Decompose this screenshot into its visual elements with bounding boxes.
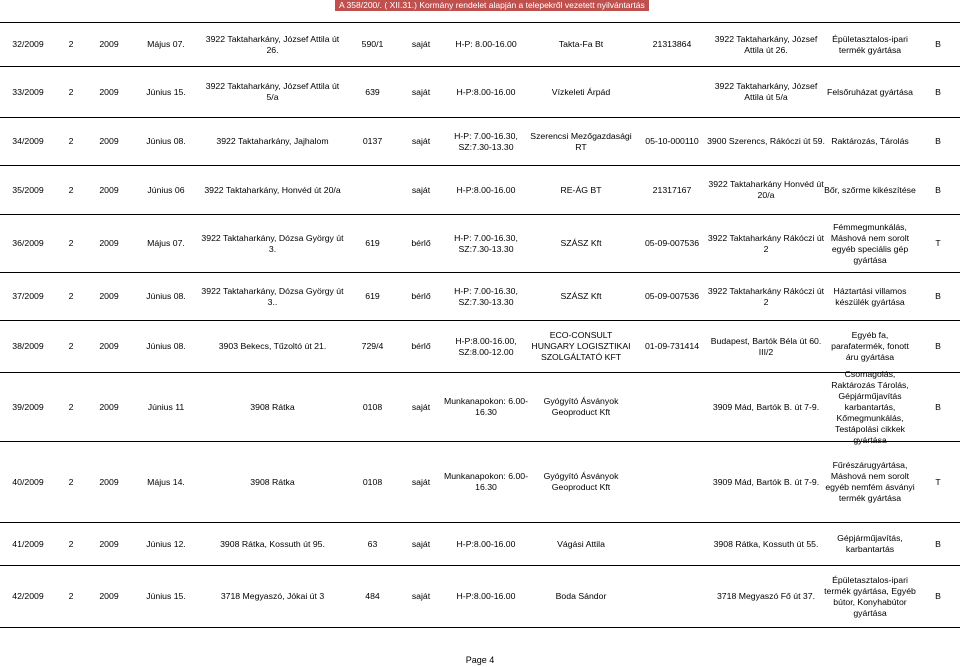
reg-text: 34/2009 (12, 136, 44, 146)
cell-status (916, 373, 960, 441)
cell-hours (442, 442, 530, 522)
cell-status (916, 321, 960, 372)
cell-reg-no (632, 215, 712, 272)
hours-text: H-P: 8.00-16.00 (455, 39, 517, 49)
cell-reg (0, 23, 56, 66)
operator-text: Vízkeleti Árpád (551, 86, 611, 97)
cell-activity (824, 442, 916, 522)
cell-status (916, 118, 960, 165)
reg-no-text: 21313864 (652, 39, 692, 49)
activity-text: Gépjárműjavítás, karbantartás (837, 533, 903, 554)
operator-text: RE-ÁG BT (560, 184, 602, 195)
cell-address (706, 273, 826, 320)
cell-activity (824, 23, 916, 66)
cell-ownership (400, 523, 442, 565)
cell-reg (0, 118, 56, 165)
cell-year (86, 67, 132, 117)
cell-operator (530, 566, 632, 627)
cell-date (132, 442, 200, 522)
ownership-text: saját (411, 184, 431, 195)
cell-activity (824, 566, 916, 627)
reg-text: 39/2009 (12, 401, 44, 412)
cell-reg-no (632, 442, 712, 522)
ownership-text: saját (411, 591, 431, 601)
hours-text: H-P: 7.00-16.30, SZ:7.30-13.30 (454, 285, 518, 307)
year-text: 2009 (99, 39, 119, 49)
hours-text: H-P: 7.00-16.30, SZ:7.30-13.30 (454, 130, 518, 152)
cell-reg-no (632, 523, 712, 565)
cell-hours (442, 373, 530, 441)
cell-parcel (345, 566, 400, 627)
operator-text: Gyógyító Ásványok Geoproduct Kft (543, 471, 619, 492)
cell-c2 (56, 23, 86, 66)
address-text: 3922 Taktaharkány, József Attila út 26. (714, 33, 818, 55)
cell-ownership (400, 273, 442, 320)
cell-date (132, 566, 200, 627)
operator-text: Vágási Attila (557, 538, 605, 549)
cell-address (706, 373, 826, 441)
cell-activity (824, 273, 916, 320)
cell-reg (0, 273, 56, 320)
cell-year (86, 215, 132, 272)
cell-c2 (56, 215, 86, 272)
cell-address (706, 442, 826, 522)
parcel-text: 590/1 (361, 39, 384, 49)
address-text: 3922 Taktaharkány Honvéd út 20/a (708, 179, 824, 200)
year-text: 2009 (99, 538, 119, 549)
parcel-text: 619 (365, 238, 380, 248)
year-text: 2009 (99, 291, 119, 301)
cell-status (916, 442, 960, 522)
activity-text: Épületasztalos-ipari termék gyártása (832, 33, 908, 55)
operator-text: ECO-CONSULT HUNGARY LOGISZTIKAI SZOLGÁLTATÓ KFT (531, 330, 631, 362)
location-text: 3922 Taktaharkány, Honvéd út 20/a (204, 184, 341, 195)
status-text: B (935, 591, 941, 601)
c2-text: 2 (68, 341, 74, 351)
date-text: Június 11 (147, 401, 185, 412)
year-text: 2009 (99, 184, 119, 195)
cell-address (706, 215, 826, 272)
location-text: 3903 Bekecs, Tűzoltó út 21. (218, 341, 327, 351)
cell-reg-no (632, 566, 712, 627)
operator-text: Szerencsi Mezőgazdasági RT (530, 130, 632, 152)
address-text: 3908 Rátka, Kossuth út 55. (713, 538, 819, 549)
cell-reg-no (632, 321, 712, 372)
cell-reg-no (632, 23, 712, 66)
cell-operator (530, 215, 632, 272)
cell-date (132, 23, 200, 66)
cell-address (706, 523, 826, 565)
status-text: B (935, 86, 941, 97)
cell-location (200, 273, 345, 320)
cell-ownership (400, 215, 442, 272)
cell-activity (824, 118, 916, 165)
c2-text: 2 (68, 538, 74, 549)
address-text: 3922 Taktaharkány, József Attila út 5/a (714, 81, 818, 102)
cell-ownership (400, 166, 442, 214)
cell-address (706, 23, 826, 66)
cell-date (132, 215, 200, 272)
parcel-text: 729/4 (361, 341, 384, 351)
status-text: B (935, 291, 941, 301)
activity-text: Raktározás, Tárolás (831, 136, 909, 146)
cell-activity (824, 166, 916, 214)
cell-reg (0, 442, 56, 522)
cell-parcel (345, 523, 400, 565)
cell-c2 (56, 118, 86, 165)
address-text: 3909 Mád, Bartók B. út 7-9. (712, 476, 820, 487)
cell-hours (442, 23, 530, 66)
cell-location (200, 215, 345, 272)
date-text: Június 08. (146, 341, 186, 351)
cell-location (200, 373, 345, 441)
activity-text: Fémmegmunkálás, Máshová nem sorolt egyéb speciális gép gyártása (830, 221, 910, 265)
cell-address (706, 166, 826, 214)
year-text: 2009 (99, 476, 119, 487)
cell-address (706, 321, 826, 372)
activity-text: Egyéb fa, parafatermék, fonott áru gyártása (831, 330, 909, 362)
hours-text: H-P:8.00-16.00, SZ:8.00-12.00 (455, 335, 517, 357)
cell-reg-no (632, 118, 712, 165)
page-number: Page 4 (465, 655, 495, 665)
status-text: B (935, 39, 941, 49)
reg-no-text: 05-10-000110 (645, 136, 699, 146)
reg-text: 37/2009 (12, 291, 44, 301)
cell-location (200, 23, 345, 66)
cell-reg-no (632, 166, 712, 214)
reg-no-text: 05-09-007536 (644, 291, 700, 301)
status-text: B (935, 136, 941, 146)
date-text: Május 14. (147, 476, 185, 487)
cell-reg-no (632, 67, 712, 117)
location-text: 3908 Rátka (250, 476, 295, 487)
cell-reg (0, 523, 56, 565)
cell-year (86, 442, 132, 522)
location-text: 3922 Taktaharkány, Dózsa György út 3. (201, 232, 344, 254)
parcel-text: 0108 (362, 476, 383, 487)
hours-text: H-P:8.00-16.00 (456, 184, 516, 195)
cell-parcel (345, 273, 400, 320)
cell-operator (530, 273, 632, 320)
ownership-text: saját (411, 401, 431, 412)
cell-address (706, 566, 826, 627)
location-text: 3718 Megyaszó, Jókai út 3 (220, 591, 325, 601)
cell-parcel (345, 67, 400, 117)
status-text: B (935, 341, 941, 351)
row-divider (0, 627, 960, 628)
cell-operator (530, 67, 632, 117)
cell-location (200, 67, 345, 117)
reg-no-text: 21317167 (652, 184, 692, 195)
address-text: 3922 Taktaharkány Rákóczi út 2 (707, 232, 825, 254)
cell-operator (530, 523, 632, 565)
reg-no-text: 05-09-007536 (644, 238, 700, 248)
cell-c2 (56, 523, 86, 565)
c2-text: 2 (68, 184, 74, 195)
cell-activity (824, 523, 916, 565)
cell-year (86, 566, 132, 627)
reg-text: 36/2009 (12, 238, 44, 248)
activity-text: Felsőruházat gyártása (827, 86, 913, 97)
cell-ownership (400, 118, 442, 165)
hours-text: Munkanapokon: 6.00-16.30 (443, 396, 529, 417)
cell-year (86, 321, 132, 372)
status-text: T (935, 238, 941, 248)
cell-reg (0, 166, 56, 214)
cell-activity (824, 321, 916, 372)
cell-location (200, 321, 345, 372)
reg-text: 32/2009 (12, 39, 44, 49)
location-text: 3922 Taktaharkány, József Attila út 26. (205, 33, 340, 55)
cell-reg (0, 373, 56, 441)
cell-c2 (56, 273, 86, 320)
cell-location (200, 566, 345, 627)
ownership-text: bérlő (411, 238, 431, 248)
parcel-text: 0108 (362, 401, 383, 412)
banner-text: A 358/200/. ( XII.31.) Kormány rendelet alapján a telepekről vezetett nyilvántartás (335, 0, 649, 11)
date-text: Június 08. (146, 136, 186, 146)
cell-activity (824, 215, 916, 272)
cell-parcel (345, 442, 400, 522)
activity-text: Háztartási villamos készülék gyártása (833, 285, 907, 307)
year-text: 2009 (99, 238, 119, 248)
ownership-text: bérlő (411, 341, 431, 351)
cell-reg-no (632, 273, 712, 320)
year-text: 2009 (99, 401, 119, 412)
cell-reg-no (632, 373, 712, 441)
address-text: Budapest, Bartók Béla út 60. III/2 (710, 335, 822, 357)
cell-date (132, 67, 200, 117)
activity-text: Bőr, szőrme kikészítése (824, 184, 916, 195)
operator-text: Gyógyító Ásványok Geoproduct Kft (543, 396, 619, 417)
ownership-text: saját (411, 136, 431, 146)
cell-address (706, 67, 826, 117)
cell-ownership (400, 373, 442, 441)
year-text: 2009 (99, 591, 119, 601)
cell-activity (824, 368, 916, 445)
date-text: Május 07. (147, 39, 185, 49)
cell-hours (442, 67, 530, 117)
cell-date (132, 273, 200, 320)
c2-text: 2 (68, 401, 74, 412)
cell-operator (530, 23, 632, 66)
hours-text: Munkanapokon: 6.00-16.30 (443, 471, 529, 492)
parcel-text: 639 (365, 86, 380, 97)
cell-parcel (345, 373, 400, 441)
location-text: 3922 Taktaharkány, Dózsa György út 3.. (201, 285, 344, 307)
ownership-text: saját (411, 39, 431, 49)
cell-ownership (400, 442, 442, 522)
cell-status (916, 215, 960, 272)
cell-status (916, 566, 960, 627)
cell-parcel (345, 166, 400, 214)
hours-text: H-P:8.00-16.00 (456, 591, 516, 601)
cell-location (200, 118, 345, 165)
parcel-text: 619 (365, 291, 380, 301)
year-text: 2009 (99, 86, 119, 97)
cell-ownership (400, 566, 442, 627)
c2-text: 2 (68, 476, 74, 487)
cell-hours (442, 118, 530, 165)
ownership-text: saját (411, 476, 431, 487)
cell-reg (0, 566, 56, 627)
parcel-text: 63 (367, 538, 378, 549)
cell-ownership (400, 321, 442, 372)
activity-text: Fűrészárugyártása, Máshová nem sorolt egyéb nemfém ásványi termék gyártása (825, 460, 915, 503)
cell-operator (530, 373, 632, 441)
c2-text: 2 (68, 591, 74, 601)
status-text: B (935, 401, 941, 412)
reg-text: 35/2009 (12, 184, 44, 195)
cell-parcel (345, 23, 400, 66)
cell-date (132, 166, 200, 214)
operator-text: SZÁSZ Kft (560, 238, 602, 248)
parcel-text: 0137 (362, 136, 383, 146)
cell-status (916, 67, 960, 117)
cell-ownership (400, 23, 442, 66)
cell-c2 (56, 321, 86, 372)
location-text: 3908 Rátka, Kossuth út 95. (220, 538, 325, 549)
cell-parcel (345, 321, 400, 372)
cell-operator (530, 321, 632, 372)
cell-status (916, 273, 960, 320)
cell-year (86, 273, 132, 320)
address-text: 3900 Szerencs, Rákóczi út 59. (707, 136, 825, 146)
cell-date (132, 373, 200, 441)
activity-text: Csomagolás, Raktározás Tárolás, Gépjárműjavítás karbantartás, Kőmegmunkálás, Testápolási cikkek gyártása (831, 368, 909, 445)
location-text: 3922 Taktaharkány, Jajhalom (216, 136, 329, 146)
hours-text: H-P:8.00-16.00 (456, 86, 516, 97)
address-text: 3718 Megyaszó Fő út 37. (716, 591, 816, 601)
reg-text: 38/2009 (12, 341, 44, 351)
cell-location (200, 523, 345, 565)
cell-reg (0, 67, 56, 117)
cell-reg (0, 321, 56, 372)
cell-location (200, 442, 345, 522)
cell-status (916, 23, 960, 66)
c2-text: 2 (68, 291, 74, 301)
cell-year (86, 523, 132, 565)
status-text: T (935, 476, 941, 487)
date-text: Június 08. (146, 291, 186, 301)
cell-date (132, 118, 200, 165)
cell-c2 (56, 566, 86, 627)
cell-year (86, 23, 132, 66)
cell-parcel (345, 215, 400, 272)
cell-c2 (56, 442, 86, 522)
cell-hours (442, 566, 530, 627)
cell-year (86, 373, 132, 441)
header-banner (0, 0, 960, 11)
reg-text: 41/2009 (12, 538, 44, 549)
cell-hours (442, 321, 530, 372)
c2-text: 2 (68, 39, 74, 49)
c2-text: 2 (68, 136, 74, 146)
reg-text: 42/2009 (12, 591, 44, 601)
location-text: 3908 Rátka (250, 401, 295, 412)
cell-status (916, 523, 960, 565)
cell-year (86, 166, 132, 214)
cell-location (200, 166, 345, 214)
activity-text: Épületasztalos-ipari termék gyártása, Egyéb bútor, Konyhabútor gyártása (824, 574, 916, 618)
reg-no-text: 01-09-731414 (644, 341, 700, 351)
cell-hours (442, 166, 530, 214)
cell-ownership (400, 67, 442, 117)
date-text: Június 15. (146, 86, 186, 97)
cell-hours (442, 523, 530, 565)
date-text: Június 12. (146, 538, 186, 549)
hours-text: H-P:8.00-16.00 (456, 538, 516, 549)
date-text: Június 06 (147, 184, 185, 195)
cell-c2 (56, 67, 86, 117)
cell-date (132, 321, 200, 372)
hours-text: H-P: 7.00-16.30, SZ:7.30-13.30 (454, 232, 518, 254)
cell-status (916, 166, 960, 214)
operator-text: Takta-Fa Bt (558, 39, 604, 49)
ownership-text: bérlő (411, 291, 431, 301)
reg-text: 33/2009 (12, 86, 44, 97)
reg-text: 40/2009 (12, 476, 44, 487)
cell-hours (442, 273, 530, 320)
cell-date (132, 523, 200, 565)
cell-hours (442, 215, 530, 272)
ownership-text: saját (411, 86, 431, 97)
c2-text: 2 (68, 86, 74, 97)
address-text: 3909 Mád, Bartók B. út 7-9. (712, 401, 820, 412)
cell-activity (824, 67, 916, 117)
operator-text: Boda Sándor (555, 591, 607, 601)
year-text: 2009 (99, 341, 119, 351)
cell-year (86, 118, 132, 165)
address-text: 3922 Taktaharkány Rákóczi út 2 (707, 285, 825, 307)
c2-text: 2 (68, 238, 74, 248)
year-text: 2009 (99, 136, 119, 146)
status-text: B (935, 184, 941, 195)
date-text: Május 07. (147, 238, 185, 248)
cell-operator (530, 442, 632, 522)
cell-c2 (56, 373, 86, 441)
cell-address (706, 118, 826, 165)
cell-operator (530, 166, 632, 214)
date-text: Június 15. (146, 591, 186, 601)
ownership-text: saját (411, 538, 431, 549)
cell-c2 (56, 166, 86, 214)
status-text: B (935, 538, 941, 549)
cell-operator (530, 118, 632, 165)
location-text: 3922 Taktaharkány, József Attila út 5/a (205, 81, 340, 102)
operator-text: SZÁSZ Kft (560, 291, 602, 301)
cell-parcel (345, 118, 400, 165)
cell-reg (0, 215, 56, 272)
parcel-text: 484 (365, 591, 380, 601)
